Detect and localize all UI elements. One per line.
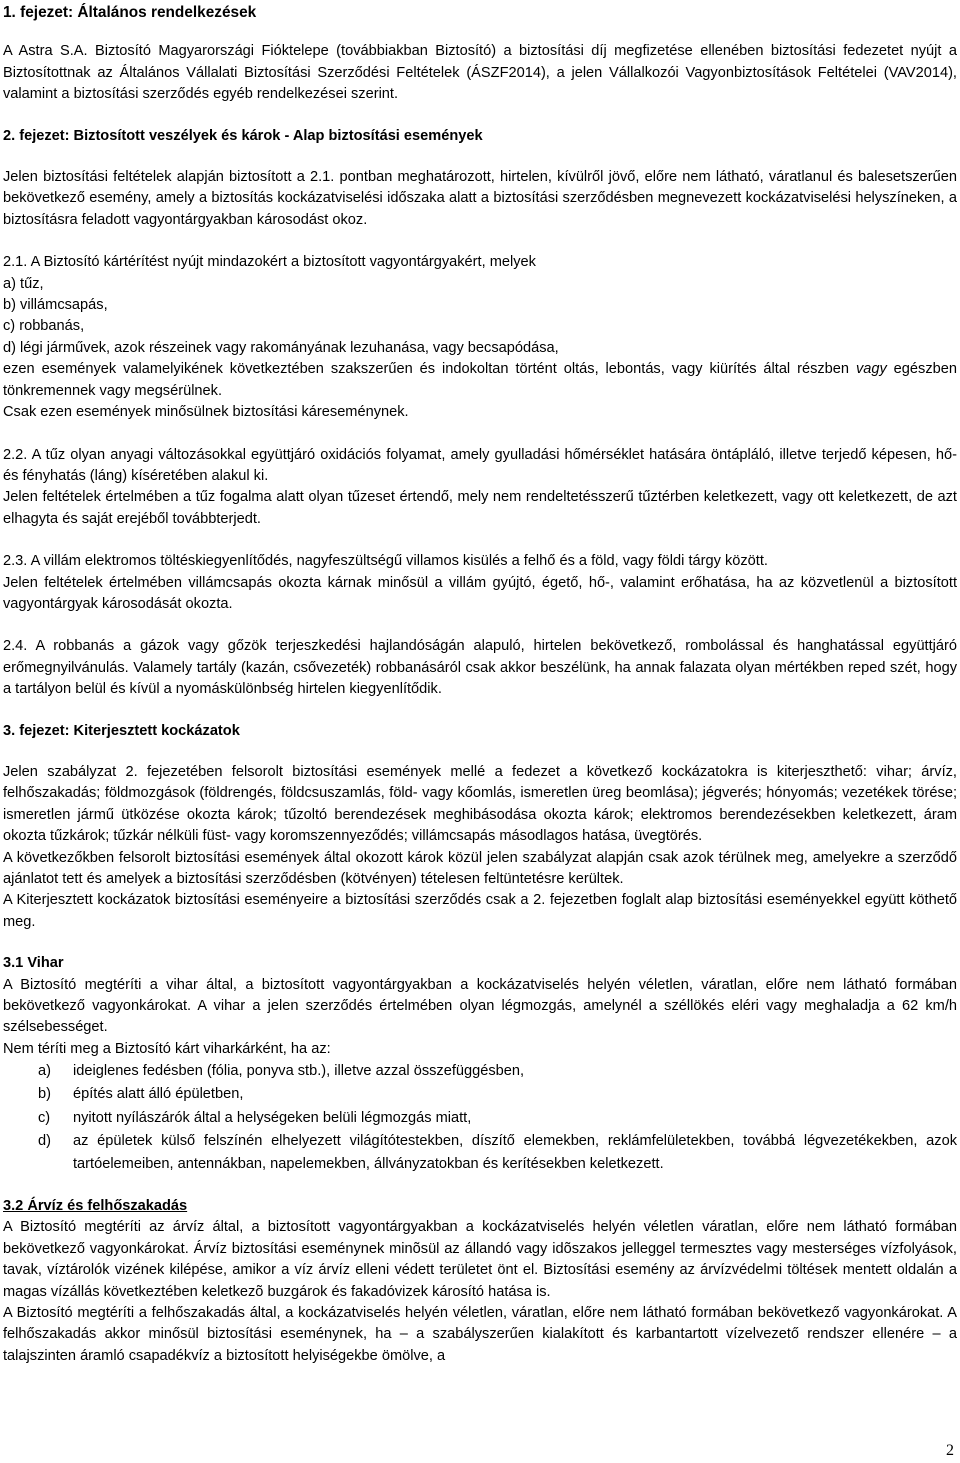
chapter-3-paragraph-2: A következőkben felsorolt biztosítási események által okozott károk közül jelen szabályzat alapján csak azok térülnek meg, amelyekre a szerződő ajánlatot tett és amelyek a biztosítási szerződésben (kötvényen) tételesen feltüntetésre kerültek. <box>3 849 957 887</box>
section-2-1 <box>3 252 957 423</box>
exclusion-item-b <box>3 1083 957 1106</box>
document-page <box>3 2 957 1367</box>
chapter-2-heading: 2. fejezet: Biztosított veszélyek és károk - Alap biztosítási események <box>3 127 483 144</box>
exclusion-text: nyitott nyílászárók által a helységeken belüli légmozgás miatt, <box>73 1109 472 1126</box>
section-3-1 <box>3 953 957 1177</box>
section-2-1-closing: Csak ezen események minősülnek biztosítási káreseménynek. <box>3 404 409 421</box>
section-3-1-paragraph-1: A Biztosító megtéríti a vihar által, a biztosított vagyontárgyakban a kockázatviselés helyén véletlen, váratlan, előre nem látható formában bekövetkező vagyonkárokat. A vihar a jelen szerződés értelmében olyan légmozgás, amelynél a széllökés eléri vagy meghaladja a 62 km/h szélsebességet. <box>3 976 957 1036</box>
chapter-2-intro: Jelen biztosítási feltételek alapján biztosított a 2.1. pontban meghatározott, hirtelen, kívülről jövő, előre nem látható, váratlanul és balesetszerűen bekövetkező esemény, amely a biztosítás kockázatviselési időszaka alatt a biztosítási szerződésben megnevezett kockázatviselési helyszíneken, a biztosításra feladott vagyontárgyakban károsodást okoz. <box>3 169 957 228</box>
section-2-2-definition: 2.2. A tűz olyan anyagi változásokkal együttjáró oxidációs folyamat, amely gyulladási hőmérséklet hatására öntápláló, illetve terjedő képesen, hő- és fényhatás (láng) kíséretében alakul ki. <box>3 446 957 484</box>
exclusion-item-a <box>3 1060 957 1083</box>
consequence-emphasis: vagy <box>855 361 887 378</box>
exclusion-item-c <box>3 1107 957 1130</box>
section-3-1-heading: 3.1 Vihar <box>3 955 64 972</box>
exclusion-marker: b) <box>38 1086 51 1103</box>
section-2-3-definition: 2.3. A villám elektromos töltéskiegyenlítődés, nagyfeszültségű villamos kisülés a felhő és a föld, vagy földi tárgy között. <box>3 553 768 570</box>
section-2-2-scope: Jelen feltételek értelmében a tűz fogalma alatt olyan tűzeset értendő, mely nem rendeltetésszerű tűztérben keletkezett, vagy ott keletkezett, de azt elhagyta és saját erejéből továbbterjedt. <box>3 489 957 527</box>
exclusion-text: ideiglenes fedésben (fólia, ponyva stb.), illetve azzal összefüggésben, <box>73 1063 525 1080</box>
section-3-2-heading: 3.2 Árvíz és felhőszakadás <box>3 1198 188 1215</box>
chapter-3-paragraph-1: Jelen szabályzat 2. fejezetében felsorolt biztosítási események mellé a fedezet a következő kockázatokra is kiterjeszthető: vihar; árvíz, felhőszakadás; földmozgások (földrengés, földcsuszamlás, föld- vagy kőomlás, ismeretlen üreg beomlása); jégverés; hónyomás; vezetékek törése; ismeretlen jármű ütközése okozta károk; tűzoltó berendezések meghibásodása okozta károk; elektromos berendezésekben keletkezett, áram okozta tűzkárok; tűzkár nélküli füst- vagy koromszennyeződés; villámcsapás másodlagos hatása, üvegtörés. <box>3 763 957 845</box>
exclusion-marker: d) <box>38 1132 51 1149</box>
section-2-1-item-c: c) robbanás, <box>3 318 85 335</box>
section-2-1-lead: 2.1. A Biztosító kártérítést nyújt mindazokért a biztosított vagyontárgyakért, melyek <box>3 254 536 271</box>
section-3-2-paragraph-1: A Biztosító megtéríti az árvíz által, a biztosított vagyontárgyakban a kockázatviselés helyén véletlen váratlan, előre nem látható formában bekövetkező vagyonkárokat. Árvíz biztosítási eseménynek minõsül az állandó vagy idõszakos jelleggel termesztes vagy mesterséges vízfolyások, tavak, víztárolók vizének kilépése, amikor a víz árvíz elleni védett területet önt el. Biztosítási esemény az árvízvédelmi töltések mentett oldalán a magas vízállás következtében keletkezõ buzgárok és fakadóvizek károsító hatása is. <box>3 1219 957 1300</box>
chapter-3 <box>3 721 957 1368</box>
chapter-1-text: A Astra S.A. Biztosító Magyarországi Fióktelepe (továbbiakban Biztosító) a biztosítási díj megfizetése ellenében biztosítási fedezetet nyújt a Biztosítottnak az Általános Vállalati Biztosítási Szerződési Feltételek (ÁSZF2014), a jelen Vállalkozói Vagyonbiztosítások Feltételei (VAV2014), valamint a biztosítási szerződés egyéb rendelkezései szerint. <box>3 43 957 103</box>
section-2-1-item-d: d) légi járművek, azok részeinek vagy rakományának lezuhanása, vagy becsapódása, <box>3 339 559 356</box>
section-3-1-exclusions <box>3 1060 957 1177</box>
section-2-1-item-b: b) villámcsapás, <box>3 297 108 314</box>
section-3-1-paragraph-2: Nem téríti meg a Biztosító kárt viharkárként, ha az: <box>3 1040 331 1057</box>
exclusion-marker: c) <box>38 1109 51 1126</box>
consequence-text: ezen események valamelyikének következtében szakszerűen és indokoltan történt oltás, lebontás, vagy kiürítés által részben <box>3 361 856 378</box>
page-number: 2 <box>946 1441 954 1459</box>
exclusion-marker: a) <box>38 1063 51 1080</box>
section-3-2 <box>3 1196 957 1367</box>
exclusion-text: építés alatt álló épületben, <box>73 1086 244 1103</box>
section-2-1-item-a: a) tűz, <box>3 275 44 292</box>
section-2-4 <box>3 636 957 700</box>
section-2-2 <box>3 445 957 531</box>
chapter-3-paragraph-3: A Kiterjesztett kockázatok biztosítási eseményeire a biztosítási szerződés csak a 2. fejezetben foglalt alap biztosítási eseményekkel együtt köthető meg. <box>3 892 957 930</box>
section-2-4-definition: 2.4. A robbanás a gázok vagy gőzök terjeszkedési hajlandóságán alapuló, hirtelen bekövetkező, rombolással és hanghatással együttjáró erőmegnyilvánulás. Valamely tartály (kazán, csővezeték) robbanásáról csak akkor beszélünk, ha annak falazata olyan mértékben reped szét, hogy a tartályon belül és kívül a nyomáskülönbség hirtelen kiegyenlítődik. <box>3 638 957 698</box>
consequence-text-end: egészben tönkremennek vagy megsérülnek. <box>3 361 957 399</box>
section-2-3 <box>3 551 957 615</box>
exclusion-text: az épületek külső felszínén elhelyezett világítótestekben, díszítő elemekben, reklámfelületekben, továbbá légvezetékekben, azok tartóelemeiben, antennákban, napelemekben, állványzatokban és kerítésekben keletkezett. <box>73 1132 957 1173</box>
chapter-1 <box>3 2 957 106</box>
section-3-2-paragraph-2: A Biztosító megtéríti a felhőszakadás által, a kockázatviselés helyén véletlen, váratlan, előre nem látható formában bekövetkező vagyonkárokat. A felhőszakadás akkor minősül biztosítási eseménynek, ha – a szabályszerűen kialakított és karbantartott vízelvezető rendszer ellenére – a talajszinten áramló csapadékvíz a biztosított helyiségekbe ömölve, a <box>3 1305 957 1364</box>
exclusion-item-d <box>3 1130 957 1177</box>
chapter-2 <box>3 126 957 701</box>
section-2-3-scope: Jelen feltételek értelmében villámcsapás okozta kárnak minősül a villám gyújtó, égető, hő-, valamint erőhatása, ha az közvetlenül a biztosított vagyontárgyak károsodását okozta. <box>3 574 957 612</box>
chapter-1-heading: 1. fejezet: Általános rendelkezések <box>3 4 257 21</box>
section-2-1-consequence <box>3 359 957 402</box>
chapter-3-heading: 3. fejezet: Kiterjesztett kockázatok <box>3 722 240 739</box>
